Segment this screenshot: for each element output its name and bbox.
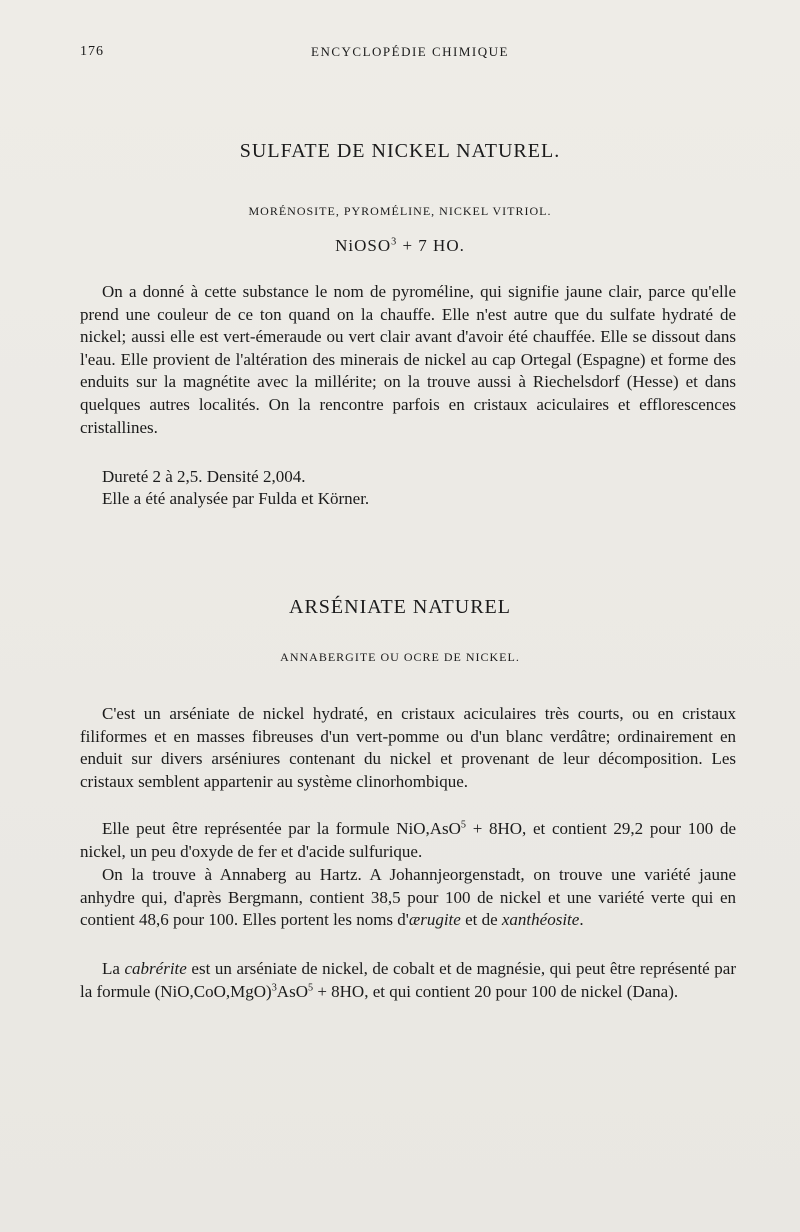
paragraph-analysis: Elle a été analysée par Fulda et Körner. (102, 489, 370, 508)
term-xantheosite: xanthéosite (501, 910, 580, 930)
superscript: 3 (271, 981, 277, 993)
text-run: + 8HO, et qui contient 20 pour 100 de nickel (Dana). (313, 981, 679, 1001)
text-run: On la trouve à Annaberg au Hartz. A Johannjeorgenstadt, on trouve une variété jaune anhydre qui, d'après Bergmann, contient 38,5 pour 100 de nickel et une variété verte qui en contient 48,6 pour 100. Elles portent les noms d' (80, 865, 736, 930)
text-run: Elle peut être représentée par la formule NiO,AsO (102, 819, 461, 838)
text-run: AsO (276, 981, 308, 1001)
paragraph-sulfate-description: On a donné à cette substance le nom de pyroméline, qui signifie jaune clair, parce qu'elle prend une couleur de ce ton quand on la chauffe. Elle n'est autre que du sulfate hydraté de nickel; aussi elle est vert-émeraude ou vert clair avant d'avoir été chauffée. Elle se dissout dans l'eau. Elle provient de l'altération des minerais de nickel au cap Ortegal (Espagne) et forme des enduits sur la magnétite avec la millérite; on la trouve aussi à Riechelsdorf (Hesse) et dans quelques autres localités. On la rencontre parfois en cristaux aciculaires et efflorescences cristallines. (80, 282, 736, 437)
section-title-arseniate: ARSÉNIATE NATUREL (289, 596, 511, 618)
page-header (80, 44, 740, 66)
paragraph-arseniate-description: C'est un arséniate de nickel hydraté, en cristaux aciculaires très courts, ou en cristaux filiformes et en masses fibreuses d'un vert-pomme ou d'un blanc verdâtre; ordinairement en enduit sur divers arséniures contenant du nickel et provenant de leur décomposition. Les cristaux semblent appartenir au système clinorhombique. (80, 704, 736, 791)
paragraph-hardness: Dureté 2 à 2,5. Densité 2,004. (102, 467, 306, 486)
paragraph-localities (80, 864, 736, 932)
section-title-sulfate: SULFATE DE NICKEL NATUREL. (239, 140, 561, 162)
text-run: et de (460, 910, 502, 930)
running-title: ENCYCLOPÉDIE CHIMIQUE (311, 44, 509, 59)
superscript: 5 (307, 981, 314, 993)
formula-part: + 7 HO. (397, 236, 465, 255)
paragraph-formula (80, 818, 736, 863)
formula-part: NiOSO (335, 236, 392, 255)
term-aerugite: ærugite (408, 910, 461, 930)
section-synonyms-sulfate: MORÉNOSITE, PYROMÉLINE, NICKEL VITRIOL. (248, 204, 552, 218)
superscript: 5 (460, 819, 466, 831)
text-run: La (102, 959, 125, 978)
formula-superscript: 3 (391, 236, 398, 248)
text-run: est un arséniate de nickel, de cobalt et de magnésie, qui peut être représenté par la formule (NiO,CoO,MgO) (80, 959, 736, 1001)
chemical-formula (0, 236, 800, 256)
text-run: + 8HO, et contient 29,2 pour 100 de nickel, un peu d'oxyde de fer et d'acide sulfurique. (80, 819, 736, 861)
paragraph-cabrerite (80, 958, 736, 1003)
page-number: 176 (80, 44, 104, 59)
section-synonyms-arseniate: ANNABERGITE OU OCRE DE NICKEL. (280, 650, 520, 664)
term-cabrerite: cabrérite (124, 959, 187, 978)
text-run: . (579, 910, 584, 930)
